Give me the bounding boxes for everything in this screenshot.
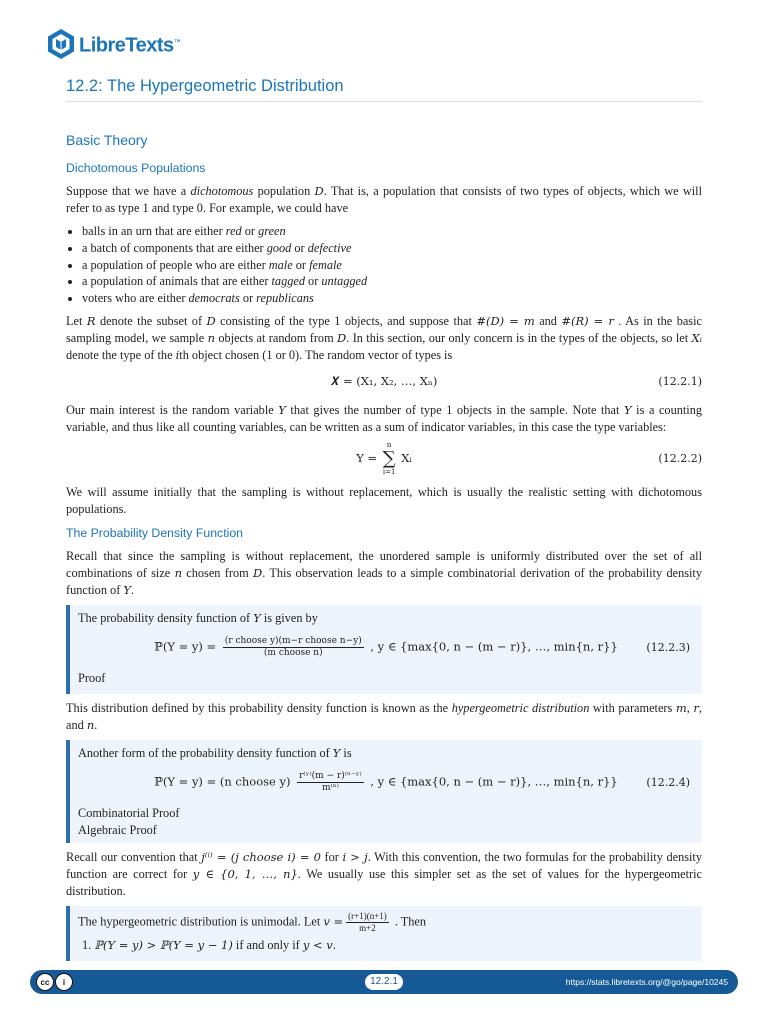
- theorem-statement: Another form of the probability density function of Y is: [78, 745, 352, 760]
- theorem-statement: The hypergeometric distribution is unimodal. Let v = $\frac{(r+1)(n+1)}{m+2}$ . Then: [78, 910, 427, 933]
- paragraph-sampling: Let R denote the subset of D consisting of the type 1 objects, and suppose that #(D) = m and #(R) = r . As in the basic sampling model, we sample n objects at random from D. In this section, our only concern is in the types of the objects, so let Xᵢ denote the type of the ith object chosen (1 or 0). The random vector of types is: [66, 313, 702, 362]
- libretexts-logo-icon: [46, 28, 76, 60]
- libretexts-logo[interactable]: [46, 26, 180, 62]
- algebraic-proof-toggle[interactable]: Algebraic Proof: [78, 822, 157, 837]
- equation-body: ℙ(Y = y) = $\frac{\text{(r choose y)(m−r choose n−y)}}{\text{(m choose n)}}$ , y ∈ {max{0, n − (m − r)}, …, min{n, r}}: [154, 636, 618, 659]
- footer-bar: [30, 970, 738, 994]
- paragraph-recall: Recall that since the sampling is without replacement, the unordered sample is uniformly distributed over the set of all combinations of size n chosen from D. This observation leads to a simple combinatorial derivation of the probability density function of Y.: [66, 548, 702, 597]
- subsection-heading-dichotomous: Dichotomous Populations: [66, 161, 206, 175]
- proof-toggle[interactable]: Proof: [78, 670, 106, 685]
- equation-number: (12.2.4): [646, 776, 690, 790]
- equation-body: 𝑿 = (X₁, X₂, …, Xₙ): [330, 374, 438, 389]
- page-url-link[interactable]: https://stats.libretexts.org/@go/page/10245: [565, 977, 728, 987]
- equation-12-2-4: [78, 765, 694, 801]
- cc-license-badge[interactable]: [36, 973, 73, 991]
- equation-number: (12.2.1): [658, 375, 702, 389]
- combinatorial-proof-toggle[interactable]: Combinatorial Proof: [78, 805, 180, 820]
- equation-12-2-3: [78, 630, 694, 666]
- equation-body: ℙ(Y = y) = (n choose y) $\frac{\text{r⁽ʸ⁾(m − r)⁽ⁿ⁻ʸ⁾}}{\text{m⁽ⁿ⁾}}$ , y ∈ {max{0, n − (m − r)}, …, min{n, r}}: [154, 771, 618, 794]
- paragraph-random-variable: Our main interest is the random variable Y that gives the number of type 1 objects in the sample. Note that Y is a counting variable, and thus like all counting variables, can be written as a sum of indicator variables, in this case the type variables:: [66, 402, 703, 434]
- list-item: • balls in an urn that are either red or green: [82, 223, 702, 240]
- list-item: • voters who are either democrats or republicans: [82, 290, 702, 307]
- section-heading-basic-theory: Basic Theory: [66, 132, 148, 148]
- paragraph-intro: Suppose that we have a dichotomous population D. That is, a population that consists of two types of objects, which we will refer to as type 1 and type 0. For example, we could have: [66, 184, 702, 215]
- theorem-box-pdf: [66, 605, 702, 694]
- page-number-badge: 12.2.1: [365, 974, 403, 990]
- subsection-heading-pdf: The Probability Density Function: [66, 525, 244, 540]
- theorem-box-alt-pdf: [66, 740, 702, 843]
- examples-list: [66, 223, 702, 307]
- title-divider: [66, 101, 702, 102]
- logo-wordmark: LibreTexts™: [79, 34, 181, 57]
- list-item: • a population of people who are either male or female: [82, 257, 702, 274]
- attribution-icon: i: [55, 973, 73, 991]
- theorem-statement: The probability density function of Y is given by: [78, 610, 318, 625]
- equation-number: (12.2.3): [646, 641, 690, 655]
- equation-body: Y = n ∑ i=1 Xᵢ: [356, 440, 412, 476]
- equation-12-2-2: [66, 442, 702, 476]
- list-item: • a population of animals that are either tagged or untagged: [82, 273, 702, 290]
- paragraph-convention: Recall our convention that j⁽ⁱ⁾ = (j choose i) = 0 for i > j. With this convention, the two formulas for the probability density function are correct for y ∈ {0, 1, …, n}. We usually use this simpler set as the set of values for the hypergeometric distribution.: [66, 849, 702, 898]
- equation-number: (12.2.2): [658, 452, 702, 466]
- paragraph-without-replacement: We will assume initially that the sampling is without replacement, which is usually the realistic setting with dichotomous populations.: [66, 484, 702, 516]
- cc-icon: cc: [36, 973, 54, 991]
- list-item: • a batch of components that are either good or defective: [82, 240, 702, 257]
- theorem-box-unimodal: [66, 906, 702, 961]
- theorem-item: 1. ℙ(Y = y) > ℙ(Y = y − 1) if and only if y < v.: [82, 937, 336, 952]
- main-content: [66, 130, 702, 967]
- paragraph-hypergeometric-definition: This distribution defined by this probability density function is known as the hypergeometric distribution with parameters m, r, and n.: [66, 700, 702, 732]
- page-title: 12.2: The Hypergeometric Distribution: [66, 77, 344, 95]
- equation-12-2-1: [66, 370, 702, 394]
